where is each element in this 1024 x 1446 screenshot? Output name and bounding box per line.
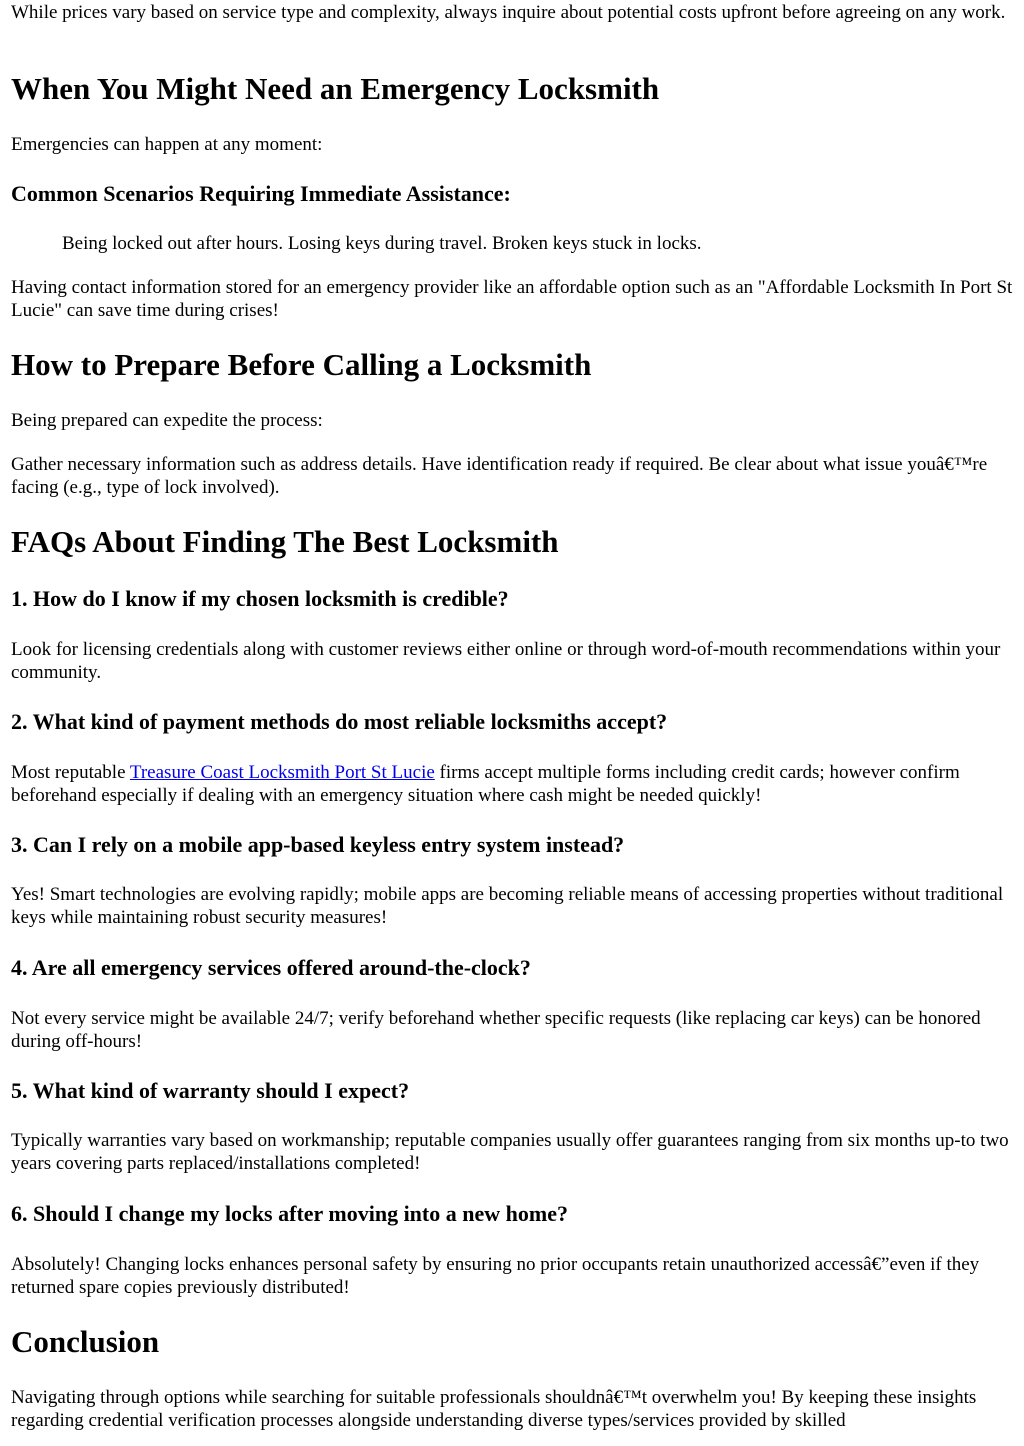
emergency-closing: Having contact information stored for an emergency provider like an affordable option such as an "Affordable Locksmith In Port St Lucie" can save time during crises! bbox=[11, 277, 1013, 321]
scenarios-list: Being locked out after hours. Losing keys during travel. Broken keys stuck in locks. bbox=[62, 233, 702, 254]
faq-answer: Not every service might be available 24/7; verify beforehand whether specific requests (like replacing car keys) can be honored during off-hours! bbox=[11, 1008, 981, 1052]
faq-answer: Typically warranties vary based on workmanship; reputable companies usually offer guarantees ranging from six months up-to two years covering parts replaced/installations completed! bbox=[11, 1130, 1009, 1174]
faq-question: 2. What kind of payment methods do most reliable locksmiths accept? bbox=[11, 709, 668, 734]
intro-paragraph: While prices vary based on service type and complexity, always inquire about potential costs upfront before agreeing on any work. bbox=[11, 2, 1006, 23]
emergency-heading: When You Might Need an Emergency Locksmith bbox=[11, 71, 660, 106]
emergency-lead: Emergencies can happen at any moment: bbox=[11, 134, 323, 155]
faq-question: 5. What kind of warranty should I expect? bbox=[11, 1078, 410, 1103]
conclusion-heading: Conclusion bbox=[11, 1324, 160, 1359]
conclusion-body: Navigating through options while searching for suitable professionals shouldnâ€™t overwhelm you! By keeping these insights regarding credential verification processes alongside understanding diverse types/services provided by skilled bbox=[11, 1387, 977, 1431]
faq-answer: Yes! Smart technologies are evolving rapidly; mobile apps are becoming reliable means of accessing properties without traditional keys while maintaining robust security measures! bbox=[11, 884, 1004, 928]
scenarios-subheading: Common Scenarios Requiring Immediate Assistance: bbox=[11, 181, 511, 206]
answer-text: Most reputable bbox=[11, 762, 130, 783]
faq-answer bbox=[11, 761, 1014, 807]
faq-answer: Absolutely! Changing locks enhances personal safety by ensuring no prior occupants retain unauthorized accessâ€”even if they returned spare copies previously distributed! bbox=[11, 1254, 980, 1298]
faq-question: 6. Should I change my locks after moving into a new home? bbox=[11, 1201, 568, 1226]
prepare-lead: Being prepared can expedite the process: bbox=[11, 410, 323, 431]
faqs-heading: FAQs About Finding The Best Locksmith bbox=[11, 524, 559, 559]
faq-answer: Look for licensing credentials along with customer reviews either online or through word-of-mouth recommendations within your community. bbox=[11, 639, 1001, 683]
prepare-steps: Gather necessary information such as address details. Have identification ready if required. Be clear about what issue youâ€™re facing (e.g., type of lock involved). bbox=[11, 454, 988, 498]
faq-question: 3. Can I rely on a mobile app-based keyless entry system instead? bbox=[11, 832, 625, 857]
faq-question: 4. Are all emergency services offered around-the-clock? bbox=[11, 955, 531, 980]
prepare-heading: How to Prepare Before Calling a Locksmith bbox=[11, 347, 592, 382]
faq-question: 1. How do I know if my chosen locksmith is credible? bbox=[11, 586, 509, 611]
answer-text: firms accept multiple forms including credit cards; however confirm beforehand especially if dealing with an emergency situation where cash might be needed quickly! bbox=[11, 762, 960, 806]
treasure-coast-locksmith-link[interactable]: Treasure Coast Locksmith Port St Lucie bbox=[129, 762, 435, 783]
